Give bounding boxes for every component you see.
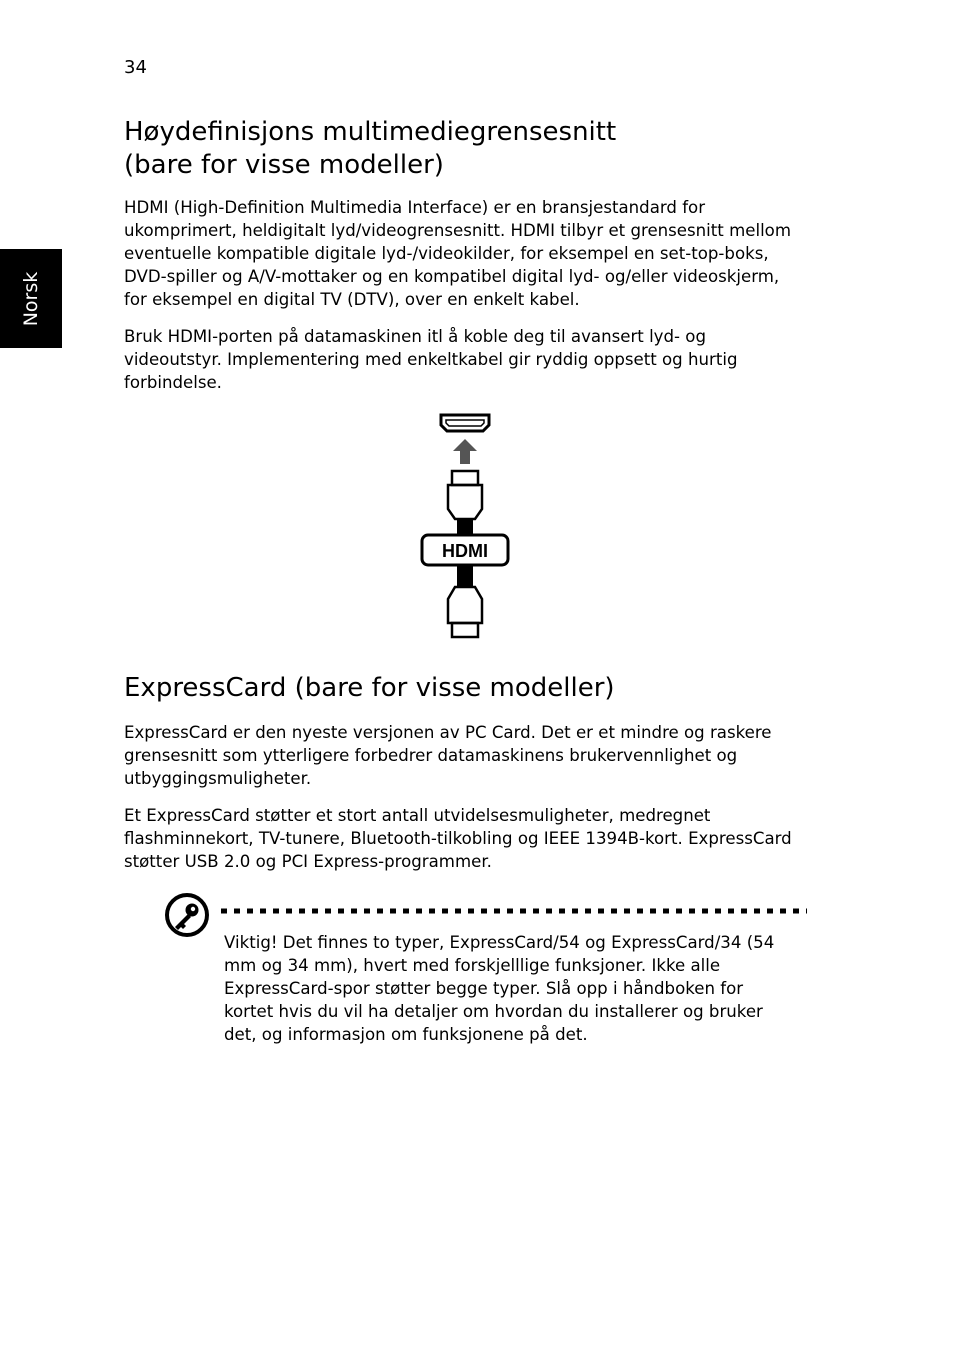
note-divider <box>219 907 807 915</box>
hdmi-paragraph-1: HDMI (High-Definition Multimedia Interface) er en bransjestandard for ukomprimert, heldigitalt lyd/videogrensesnitt. HDMI tilbyr et grensesnitt mellom eventuelle kompatible digitale lyd-/videokilder, for eksempel en set-top-boks, DVD-spiller og A/V-mottaker og en kompatibel digital lyd- og/eller videoskjerm, for eksempel en digital TV (DTV), over en enkelt kabel. <box>124 198 791 309</box>
section-title-hdmi-line2: (bare for visse modeller) <box>124 150 444 180</box>
note-label: Viktig! <box>224 933 278 952</box>
language-side-tab-label: Norsk <box>20 271 42 326</box>
section-title-hdmi-line1: Høydefinisjons multimediegrensesnitt <box>124 117 617 147</box>
key-icon <box>164 892 210 938</box>
section-title-expresscard: ExpressCard (bare for visse modeller) <box>124 673 615 703</box>
note-text <box>224 931 794 1046</box>
up-arrow-icon <box>453 439 477 464</box>
note-body: Det finnes to typer, ExpressCard/54 og ExpressCard/34 (54 mm og 34 mm), hvert med forskjelllige funksjoner. Ikke alle ExpressCard-spor støtter begge typer. Slå opp i håndboken for kortet hvis du vil ha detaljer om hvordan du installerer og bruker det, og informasjon om funksjonene på det. <box>224 933 775 1044</box>
hdmi-plug-bottom-icon <box>448 565 482 637</box>
hdmi-connector-illustration <box>405 409 525 641</box>
expresscard-paragraph-1: ExpressCard er den nyeste versjonen av PC Card. Det er et mindre og raskere grensesnitt som ytterligere forbedrer datamaskinens brukervennlighet og utbyggingsmuligheter. <box>124 723 772 788</box>
hdmi-port-icon <box>441 415 489 431</box>
page-number: 34 <box>124 57 147 78</box>
hdmi-label: HDMI <box>442 541 488 561</box>
expresscard-paragraph-2: Et ExpressCard støtter et stort antall utvidelsesmuligheter, medregnet flashminnekort, TV-tunere, Bluetooth-tilkobling og IEEE 1394B-kort. ExpressCard støtter USB 2.0 og PCI Express-programmer. <box>124 806 792 871</box>
hdmi-plug-top-icon <box>448 471 482 539</box>
section-title-hdmi <box>124 116 764 182</box>
language-side-tab <box>0 249 62 348</box>
hdmi-paragraph-2: Bruk HDMI-porten på datamaskinen itl å koble deg til avansert lyd- og videoutstyr. Implementering med enkeltkabel gir ryddig oppsett og hurtig forbindelse. <box>124 327 738 392</box>
